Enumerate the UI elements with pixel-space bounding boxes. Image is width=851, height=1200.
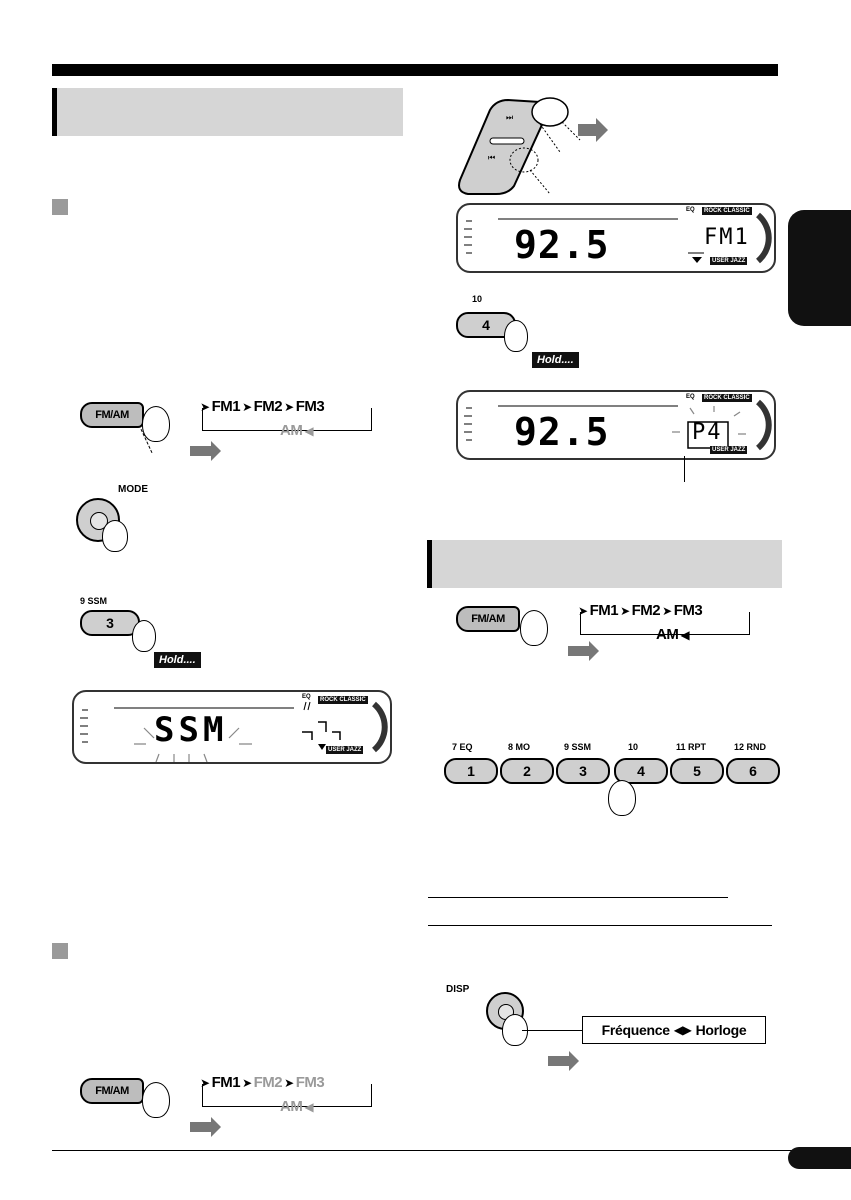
lcd-band: FM1 [704,225,750,250]
step-bullet-1 [52,199,68,215]
push-arrow-icon [190,446,212,456]
preset-callout-line [684,456,685,482]
band-sequence: ➤ FM1 ➤ FM2 ➤ FM3 [200,398,325,415]
bottom-rule [52,1150,792,1151]
band-fm1: FM1 [211,1074,241,1091]
lcd-eq-tag: EQ [302,694,311,700]
band-fm3: FM3 [295,398,325,415]
preset-button-1[interactable]: 1 [444,758,498,784]
finger-icon [102,520,128,552]
lcd-rock-classic-tag: ROCK CLASSIC [704,208,750,214]
top-rule [52,64,778,76]
band-am: AM [280,422,303,439]
finger-icon [132,620,156,652]
lcd-user-jazz-tag: USER JAZZ [328,747,362,753]
rule-2 [428,925,772,926]
preset-button-3b[interactable]: 3 [556,758,610,784]
preset-button-6[interactable]: 6 [726,758,780,784]
push-arrow-icon [548,1056,570,1066]
disp-label: DISP [446,984,470,995]
preset-button-2[interactable]: 2 [500,758,554,784]
preset-top-6: 12 RND [734,742,767,752]
band-fm2: FM2 [253,398,283,415]
lcd-rock-classic-tag: ROCK CLASSIC [704,395,750,401]
lcd-display-preset [456,390,776,460]
fm-am-step-bottom [80,1074,380,1144]
band-am: AM [656,626,679,643]
button3-top-label: 9 SSM [80,596,108,606]
preset-store-step [456,294,616,374]
band-fm3: FM3 [673,602,703,619]
display-mode-cycle: Fréquence ◀▶ Horloge [582,1016,766,1044]
lcd-display-ssm [72,690,392,764]
lcd-eq-tag: EQ [686,394,695,400]
lcd-user-jazz-tag: USER JAZZ [712,447,746,453]
push-arrow-icon [190,1122,212,1132]
band-fm2: FM2 [631,602,661,619]
preset-top-4: 10 [628,742,639,752]
band-am-row-2: AM ◀ [280,1098,314,1115]
lcd-rock-classic-tag: ROCK CLASSIC [320,697,366,703]
svg-text:⏭: ⏭ [506,113,514,122]
mode-clock: Horloge [695,1022,747,1038]
lcd-eq-tag: EQ [686,207,695,213]
rule-1 [428,897,728,898]
preset-button-4[interactable]: 4 [456,312,516,338]
disp-step [442,984,782,1074]
preset-button-3[interactable]: 3 [80,610,140,636]
lcd-frequency: 92.5 [514,410,610,454]
finger-icon [142,1082,170,1118]
step-bullet-2 [52,943,68,959]
fm-am-step-right [456,602,756,672]
button4-top-label: 10 [472,294,483,304]
ssm-step [78,596,238,676]
finger-icon [520,610,548,646]
preset-button-5[interactable]: 5 [670,758,724,784]
band-am-row: AM ◀ [280,422,314,439]
preset-buttons-row [444,742,778,832]
lcd-display-fm1 [456,203,776,273]
section-header-right [427,540,782,588]
band-sequence-3: ➤ FM1 ➤ FM2 ➤ FM3 [578,602,703,619]
band-fm1: FM1 [589,602,619,619]
skip-buttons-illustration [450,90,620,200]
mode-step [76,484,216,554]
fm-am-step-top [80,398,380,468]
hold-label: Hold.... [154,652,201,668]
band-sequence-2: ➤ FM1 ➤ FM2 ➤ FM3 [200,1074,325,1091]
preset-top-2: 8 MO [508,742,531,752]
page-number-pill [788,1147,851,1169]
svg-text:⏮: ⏮ [488,153,496,162]
preset-top-5: 11 RPT [676,742,707,752]
mode-frequency: Fréquence [601,1022,670,1038]
disp-connector [522,1030,582,1031]
finger-icon [142,406,170,442]
band-fm2: FM2 [253,1074,283,1091]
fm-am-button[interactable]: FM/AM [80,402,144,428]
finger-icon [608,780,636,816]
lcd-preset-number: P4 [692,420,723,445]
finger-icon [504,320,528,352]
preset-top-3: 9 SSM [564,742,592,752]
lcd-frequency: 92.5 [514,223,610,267]
lcd-user-jazz-tag: USER JAZZ [712,258,746,264]
band-am-row-3: AM ◀ [656,626,690,643]
preset-top-1: 7 EQ [452,742,473,752]
preset-button-4b[interactable]: 4 [614,758,668,784]
band-fm1: FM1 [211,398,241,415]
band-am: AM [280,1098,303,1115]
mode-label: MODE [118,484,148,495]
band-fm3: FM3 [295,1074,325,1091]
hold-label: Hold.... [532,352,579,368]
section-header-left [52,88,403,136]
fm-am-button-3[interactable]: FM/AM [456,606,520,632]
push-arrow-icon [568,646,590,656]
fm-am-button-2[interactable]: FM/AM [80,1078,144,1104]
lcd-ssm-text: SSM [154,710,228,750]
language-tab [788,210,851,326]
